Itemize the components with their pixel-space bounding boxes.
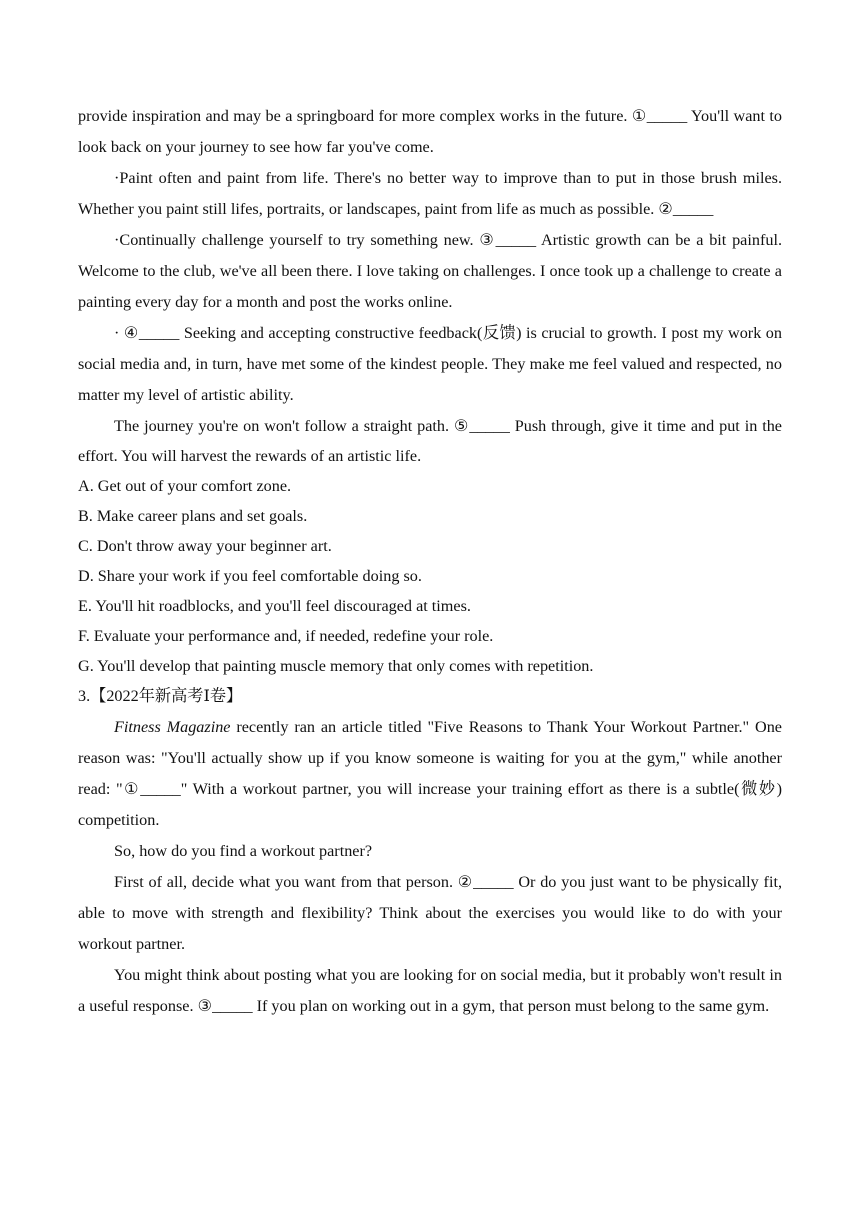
passage3-paragraph-4: You might think about posting what you are looking for on social media, but it probably won't result in a useful response. ③_____ If you plan on working out in a gym, that person must belong to the same gym. (78, 966, 782, 1015)
passage2-paragraph-5: The journey you're on won't follow a straight path. ⑤_____ Push through, give it time and put in the effort. You will harvest the rewards of an artistic life. (78, 417, 782, 465)
question-heading: 3.【2022年新高考Ⅰ卷】 (78, 687, 243, 705)
passage3-paragraph-1-text: recently ran an article titled "Five Reasons to Thank Your Workout Partner." One reason was: "You'll actually show up if you know someone is waiting for you at the gym," while another read: "①_____" With a workout partner, you will increase your training effort as there is a subtle(微妙) competition. (78, 718, 782, 829)
passage3-paragraph-3: First of all, decide what you want from that person. ②_____ Or do you just want to be physically fit, able to move with strength and flexibility? Think about the exercises you would like to do with your workout partner. (78, 873, 782, 953)
options-list (78, 471, 782, 681)
passage3-paragraph-1 (78, 712, 782, 836)
magazine-title: Fitness Magazine (114, 718, 231, 736)
passage2-paragraph-2: ·Paint often and paint from life. There's no better way to improve than to put in those brush miles. Whether you paint still lifes, portraits, or landscapes, paint from life as much as possible. ②_____ (78, 169, 782, 218)
document-page (78, 101, 782, 1022)
option-a: A. Get out of your comfort zone. (78, 477, 292, 495)
option-g: G. You'll develop that painting muscle memory that only comes with repetition. (78, 657, 594, 675)
passage2-paragraph-1: provide inspiration and may be a springboard for more complex works in the future. ①_____ You'll want to look back on your journey to see how far you've come. (78, 107, 782, 156)
option-f: F. Evaluate your performance and, if needed, redefine your role. (78, 627, 494, 645)
passage2-paragraph-3: ·Continually challenge yourself to try something new. ③_____ Artistic growth can be a bit painful. Welcome to the club, we've all been there. I love taking on challenges. I once took up a challenge to create a painting every day for a month and post the works online. (78, 231, 782, 311)
passage3-paragraph-2: So, how do you find a workout partner? (114, 842, 373, 860)
option-b: B. Make career plans and set goals. (78, 507, 308, 525)
option-e: E. You'll hit roadblocks, and you'll feel discouraged at times. (78, 597, 471, 615)
passage2-paragraph-4: · ④_____ Seeking and accepting constructive feedback(反馈) is crucial to growth. I post my work on social media and, in turn, have met some of the kindest people. They make me feel valued and respected, no matter my level of artistic ability. (78, 324, 782, 404)
option-c: C. Don't throw away your beginner art. (78, 537, 332, 555)
option-d: D. Share your work if you feel comfortable doing so. (78, 567, 422, 585)
